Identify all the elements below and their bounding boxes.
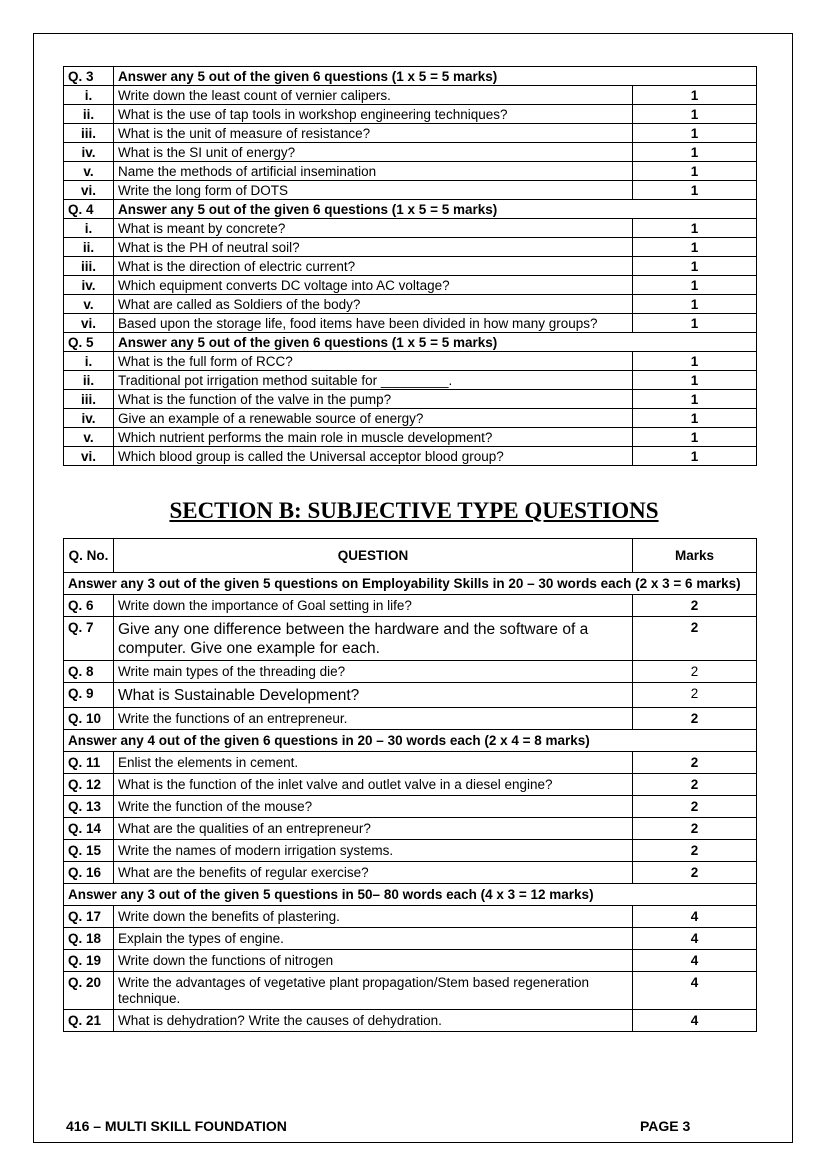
group-instruction: Answer any 3 out of the given 5 questions on Employability Skills in 20 – 30 words each (2 x 3 = 6 marks) xyxy=(64,573,757,595)
question-instruction: Answer any 5 out of the given 6 questions (1 x 5 = 5 marks) xyxy=(114,333,757,352)
question-number: Q. 19 xyxy=(64,950,114,972)
table-row xyxy=(64,972,757,1010)
table-row xyxy=(64,595,757,617)
objective-questions-table xyxy=(63,66,757,466)
table-row xyxy=(64,143,757,162)
question-number: Q. 8 xyxy=(64,661,114,683)
question-number: Q. 10 xyxy=(64,708,114,730)
question-number: Q. 11 xyxy=(64,752,114,774)
item-number: v. xyxy=(64,162,114,181)
question-text: Write the names of modern irrigation systems. xyxy=(114,840,633,862)
item-marks: 1 xyxy=(633,143,757,162)
table-row xyxy=(64,1010,757,1032)
question-text: What is dehydration? Write the causes of dehydration. xyxy=(114,1010,633,1032)
item-marks: 1 xyxy=(633,390,757,409)
item-text: What is the unit of measure of resistance? xyxy=(114,124,633,143)
table-row xyxy=(64,371,757,390)
question-text: Write main types of the threading die? xyxy=(114,661,633,683)
footer-subject: 416 – MULTI SKILL FOUNDATION xyxy=(66,1118,287,1134)
table-row xyxy=(64,708,757,730)
item-number: iv. xyxy=(64,276,114,295)
question-marks: 2 xyxy=(633,752,757,774)
question-text: Write the functions of an entrepreneur. xyxy=(114,708,633,730)
question-number: Q. 17 xyxy=(64,906,114,928)
item-text: Traditional pot irrigation method suitable for _________. xyxy=(114,371,633,390)
question-number: Q. 20 xyxy=(64,972,114,1010)
subjective-questions-table xyxy=(63,538,757,1032)
item-marks: 1 xyxy=(633,105,757,124)
question-marks: 2 xyxy=(633,617,757,661)
item-marks: 1 xyxy=(633,447,757,466)
item-marks: 1 xyxy=(633,295,757,314)
table-row xyxy=(64,86,757,105)
item-number: iii. xyxy=(64,257,114,276)
question-number: Q. 5 xyxy=(64,333,114,352)
table-row xyxy=(64,661,757,683)
group-instruction-row xyxy=(64,730,757,752)
item-text: Which nutrient performs the main role in muscle development? xyxy=(114,428,633,447)
item-marks: 1 xyxy=(633,238,757,257)
item-marks: 1 xyxy=(633,314,757,333)
footer-page-number: PAGE 3 xyxy=(640,1118,691,1134)
question-marks: 4 xyxy=(633,950,757,972)
question-text: What is Sustainable Development? xyxy=(114,683,633,708)
table-row xyxy=(64,105,757,124)
item-text: Which blood group is called the Universal acceptor blood group? xyxy=(114,447,633,466)
item-number: iv. xyxy=(64,143,114,162)
table-row xyxy=(64,295,757,314)
question-number: Q. 4 xyxy=(64,200,114,219)
table-row xyxy=(64,257,757,276)
table-row xyxy=(64,409,757,428)
item-number: vi. xyxy=(64,447,114,466)
group-instruction-row xyxy=(64,573,757,595)
table-row xyxy=(64,950,757,972)
question-number: Q. 18 xyxy=(64,928,114,950)
item-number: ii. xyxy=(64,105,114,124)
question-text: What is the function of the inlet valve and outlet valve in a diesel engine? xyxy=(114,774,633,796)
question-number: Q. 3 xyxy=(64,67,114,86)
question-text: Write down the benefits of plastering. xyxy=(114,906,633,928)
question-number: Q. 12 xyxy=(64,774,114,796)
table-row xyxy=(64,428,757,447)
table-row xyxy=(64,683,757,708)
question-marks: 4 xyxy=(633,906,757,928)
item-number: v. xyxy=(64,428,114,447)
item-marks: 1 xyxy=(633,86,757,105)
item-marks: 1 xyxy=(633,162,757,181)
question-text: Enlist the elements in cement. xyxy=(114,752,633,774)
item-text: What is the use of tap tools in workshop engineering techniques? xyxy=(114,105,633,124)
item-text: Name the methods of artificial insemination xyxy=(114,162,633,181)
item-number: ii. xyxy=(64,371,114,390)
item-marks: 1 xyxy=(633,257,757,276)
item-text: What is meant by concrete? xyxy=(114,219,633,238)
question-text: Write the advantages of vegetative plant propagation/Stem based regeneration technique. xyxy=(114,972,633,1010)
column-header-marks: Marks xyxy=(633,539,757,573)
item-number: vi. xyxy=(64,314,114,333)
item-text: What are called as Soldiers of the body? xyxy=(114,295,633,314)
question-marks: 2 xyxy=(633,818,757,840)
table-row xyxy=(64,862,757,884)
question-text: Write down the importance of Goal setting in life? xyxy=(114,595,633,617)
question-number: Q. 16 xyxy=(64,862,114,884)
table-header-row xyxy=(64,539,757,573)
item-number: iv. xyxy=(64,409,114,428)
question-instruction: Answer any 5 out of the given 6 questions (1 x 5 = 5 marks) xyxy=(114,67,757,86)
item-marks: 1 xyxy=(633,352,757,371)
item-text: Based upon the storage life, food items have been divided in how many groups? xyxy=(114,314,633,333)
question-number: Q. 7 xyxy=(64,617,114,661)
question-marks: 4 xyxy=(633,972,757,1010)
table-row xyxy=(64,818,757,840)
table-row xyxy=(64,314,757,333)
question-number: Q. 15 xyxy=(64,840,114,862)
item-text: Write down the least count of vernier calipers. xyxy=(114,86,633,105)
item-number: ii. xyxy=(64,238,114,257)
item-text: Which equipment converts DC voltage into AC voltage? xyxy=(114,276,633,295)
item-marks: 1 xyxy=(633,219,757,238)
column-header-question: QUESTION xyxy=(114,539,633,573)
group-instruction: Answer any 4 out of the given 6 questions in 20 – 30 words each (2 x 4 = 8 marks) xyxy=(64,730,757,752)
question-marks: 2 xyxy=(633,774,757,796)
item-text: What is the SI unit of energy? xyxy=(114,143,633,162)
table-row xyxy=(64,181,757,200)
table-row xyxy=(64,752,757,774)
table-row xyxy=(64,840,757,862)
question-marks: 2 xyxy=(633,862,757,884)
question-number: Q. 21 xyxy=(64,1010,114,1032)
table-row xyxy=(64,390,757,409)
group-instruction-row xyxy=(64,884,757,906)
item-text: What is the direction of electric current? xyxy=(114,257,633,276)
question-instruction: Answer any 5 out of the given 6 questions (1 x 5 = 5 marks) xyxy=(114,200,757,219)
table-row xyxy=(64,276,757,295)
question-group-header xyxy=(64,67,757,86)
table-row xyxy=(64,447,757,466)
table-row xyxy=(64,124,757,143)
question-marks: 2 xyxy=(633,840,757,862)
question-text: Write the function of the mouse? xyxy=(114,796,633,818)
item-number: vi. xyxy=(64,181,114,200)
question-text: Give any one difference between the hardware and the software of a computer. Give one example for each. xyxy=(114,617,633,661)
question-text: Explain the types of engine. xyxy=(114,928,633,950)
table-row xyxy=(64,906,757,928)
question-marks: 4 xyxy=(633,1010,757,1032)
question-number: Q. 13 xyxy=(64,796,114,818)
item-number: i. xyxy=(64,219,114,238)
table-row xyxy=(64,219,757,238)
item-text: What is the PH of neutral soil? xyxy=(114,238,633,257)
table-row xyxy=(64,352,757,371)
item-text: What is the function of the valve in the pump? xyxy=(114,390,633,409)
question-number: Q. 14 xyxy=(64,818,114,840)
table-row xyxy=(64,238,757,257)
question-marks: 2 xyxy=(633,595,757,617)
item-number: i. xyxy=(64,352,114,371)
item-number: iii. xyxy=(64,390,114,409)
table-row xyxy=(64,617,757,661)
question-marks: 2 xyxy=(633,683,757,708)
item-number: v. xyxy=(64,295,114,314)
question-text: Write down the functions of nitrogen xyxy=(114,950,633,972)
question-number: Q. 9 xyxy=(64,683,114,708)
item-marks: 1 xyxy=(633,371,757,390)
item-text: Give an example of a renewable source of energy? xyxy=(114,409,633,428)
table-row xyxy=(64,162,757,181)
question-marks: 2 xyxy=(633,796,757,818)
question-group-header xyxy=(64,200,757,219)
question-marks: 2 xyxy=(633,661,757,683)
item-marks: 1 xyxy=(633,409,757,428)
column-header-number: Q. No. xyxy=(64,539,114,573)
item-text: What is the full form of RCC? xyxy=(114,352,633,371)
item-marks: 1 xyxy=(633,276,757,295)
table-row xyxy=(64,774,757,796)
item-text: Write the long form of DOTS xyxy=(114,181,633,200)
item-marks: 1 xyxy=(633,124,757,143)
group-instruction: Answer any 3 out of the given 5 questions in 50– 80 words each (4 x 3 = 12 marks) xyxy=(64,884,757,906)
question-group-header xyxy=(64,333,757,352)
item-marks: 1 xyxy=(633,181,757,200)
table-row xyxy=(64,796,757,818)
item-number: iii. xyxy=(64,124,114,143)
question-marks: 2 xyxy=(633,708,757,730)
item-number: i. xyxy=(64,86,114,105)
question-marks: 4 xyxy=(633,928,757,950)
item-marks: 1 xyxy=(633,428,757,447)
table-row xyxy=(64,928,757,950)
question-text: What are the qualities of an entrepreneur? xyxy=(114,818,633,840)
section-b-title: SECTION B: SUBJECTIVE TYPE QUESTIONS xyxy=(169,498,659,523)
question-number: Q. 6 xyxy=(64,595,114,617)
question-text: What are the benefits of regular exercise? xyxy=(114,862,633,884)
